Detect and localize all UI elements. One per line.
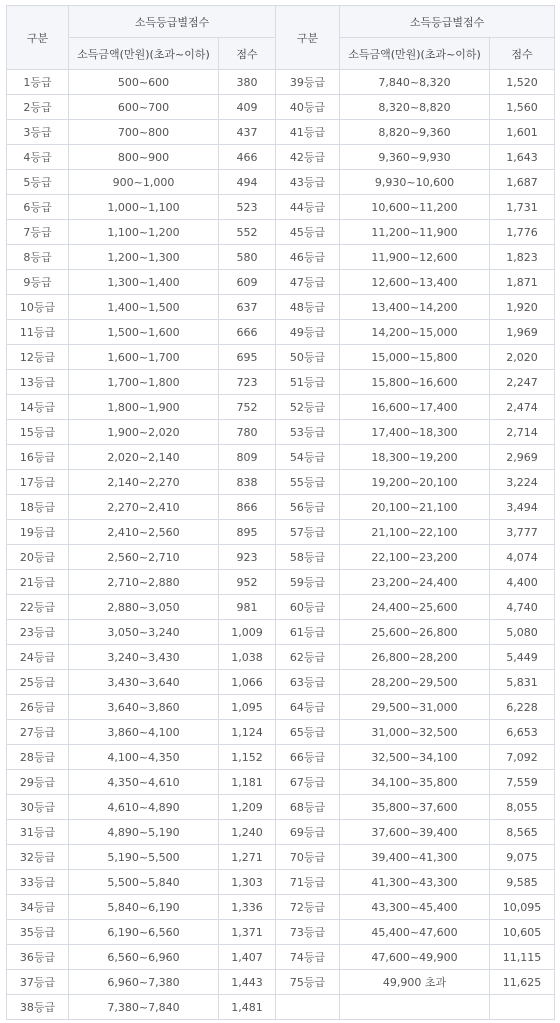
right-score-cell: 6,228: [490, 695, 555, 720]
left-grade-cell: 35등급: [7, 920, 69, 945]
right-amount-cell: 12,600~13,400: [340, 270, 490, 295]
left-amount-cell: 1,700~1,800: [69, 370, 219, 395]
right-score-cell: 2,020: [490, 345, 555, 370]
left-score-cell: 1,407: [219, 945, 276, 970]
left-score-cell: 981: [219, 595, 276, 620]
amount-header-right: 소득금액(만원)(초과~이하): [340, 38, 490, 70]
table-row: [7, 545, 555, 570]
left-score-cell: 838: [219, 470, 276, 495]
right-score-cell: 2,247: [490, 370, 555, 395]
right-score-cell: 1,601: [490, 120, 555, 145]
right-score-cell: 5,831: [490, 670, 555, 695]
right-grade-cell: 75등급: [276, 970, 340, 995]
right-grade-cell: 66등급: [276, 745, 340, 770]
left-score-cell: 809: [219, 445, 276, 470]
right-grade-cell: 55등급: [276, 470, 340, 495]
right-score-cell: 9,075: [490, 845, 555, 870]
right-amount-cell: 49,900 초과: [340, 970, 490, 995]
left-amount-cell: 2,880~3,050: [69, 595, 219, 620]
right-score-cell: 4,400: [490, 570, 555, 595]
table-row: [7, 220, 555, 245]
table-row: [7, 695, 555, 720]
right-amount-cell: 9,360~9,930: [340, 145, 490, 170]
left-score-cell: 695: [219, 345, 276, 370]
left-grade-cell: 11등급: [7, 320, 69, 345]
table-row: [7, 195, 555, 220]
left-grade-cell: 19등급: [7, 520, 69, 545]
left-score-cell: 637: [219, 295, 276, 320]
left-amount-cell: 5,500~5,840: [69, 870, 219, 895]
left-grade-cell: 24등급: [7, 645, 69, 670]
right-score-cell: 1,687: [490, 170, 555, 195]
left-score-cell: 723: [219, 370, 276, 395]
left-grade-cell: 5등급: [7, 170, 69, 195]
right-amount-cell: 7,840~8,320: [340, 70, 490, 95]
right-amount-cell: 19,200~20,100: [340, 470, 490, 495]
left-score-cell: 1,181: [219, 770, 276, 795]
left-amount-cell: 1,800~1,900: [69, 395, 219, 420]
table-row: [7, 995, 555, 1020]
table-row: [7, 745, 555, 770]
right-amount-cell: 32,500~34,100: [340, 745, 490, 770]
left-grade-cell: 23등급: [7, 620, 69, 645]
right-amount-cell: 31,000~32,500: [340, 720, 490, 745]
right-grade-cell: 60등급: [276, 595, 340, 620]
left-grade-cell: 20등급: [7, 545, 69, 570]
left-amount-cell: 2,270~2,410: [69, 495, 219, 520]
left-score-cell: 1,481: [219, 995, 276, 1020]
left-grade-cell: 33등급: [7, 870, 69, 895]
table-row: [7, 345, 555, 370]
score-header-right: 점수: [490, 38, 555, 70]
left-score-cell: 780: [219, 420, 276, 445]
left-amount-cell: 1,100~1,200: [69, 220, 219, 245]
right-grade-cell: 48등급: [276, 295, 340, 320]
table-row: [7, 270, 555, 295]
right-grade-cell: 70등급: [276, 845, 340, 870]
left-grade-cell: 10등급: [7, 295, 69, 320]
right-amount-cell: 23,200~24,400: [340, 570, 490, 595]
left-score-cell: 1,095: [219, 695, 276, 720]
left-score-cell: 552: [219, 220, 276, 245]
right-amount-cell: 34,100~35,800: [340, 770, 490, 795]
right-score-cell: 4,740: [490, 595, 555, 620]
right-grade-cell: 68등급: [276, 795, 340, 820]
right-grade-cell: [276, 995, 340, 1020]
right-grade-cell: 49등급: [276, 320, 340, 345]
left-amount-cell: 2,410~2,560: [69, 520, 219, 545]
right-score-cell: 5,449: [490, 645, 555, 670]
right-grade-cell: 63등급: [276, 670, 340, 695]
left-score-cell: 409: [219, 95, 276, 120]
left-score-cell: 895: [219, 520, 276, 545]
right-amount-cell: [340, 995, 490, 1020]
right-score-cell: 4,074: [490, 545, 555, 570]
right-amount-cell: 17,400~18,300: [340, 420, 490, 445]
right-grade-cell: 42등급: [276, 145, 340, 170]
left-grade-cell: 8등급: [7, 245, 69, 270]
right-amount-cell: 47,600~49,900: [340, 945, 490, 970]
left-grade-cell: 37등급: [7, 970, 69, 995]
right-amount-cell: 15,000~15,800: [340, 345, 490, 370]
right-grade-cell: 58등급: [276, 545, 340, 570]
right-score-cell: 11,625: [490, 970, 555, 995]
left-grade-cell: 17등급: [7, 470, 69, 495]
left-score-cell: 666: [219, 320, 276, 345]
right-grade-cell: 50등급: [276, 345, 340, 370]
right-grade-cell: 72등급: [276, 895, 340, 920]
left-amount-cell: 1,200~1,300: [69, 245, 219, 270]
score-header-left: 점수: [219, 38, 276, 70]
table-row: [7, 95, 555, 120]
table-row: [7, 670, 555, 695]
right-score-cell: 7,559: [490, 770, 555, 795]
left-amount-cell: 1,000~1,100: [69, 195, 219, 220]
left-grade-cell: 1등급: [7, 70, 69, 95]
right-amount-cell: 9,930~10,600: [340, 170, 490, 195]
left-amount-cell: 4,890~5,190: [69, 820, 219, 845]
right-grade-cell: 41등급: [276, 120, 340, 145]
right-amount-cell: 11,200~11,900: [340, 220, 490, 245]
left-grade-cell: 38등급: [7, 995, 69, 1020]
table-row: [7, 70, 555, 95]
right-score-cell: 1,823: [490, 245, 555, 270]
right-amount-cell: 10,600~11,200: [340, 195, 490, 220]
group-title-right: 소득등급별점수: [340, 6, 555, 38]
right-grade-cell: 51등급: [276, 370, 340, 395]
left-score-cell: 866: [219, 495, 276, 520]
right-score-cell: [490, 995, 555, 1020]
right-grade-cell: 44등급: [276, 195, 340, 220]
right-grade-cell: 59등급: [276, 570, 340, 595]
right-grade-cell: 39등급: [276, 70, 340, 95]
right-grade-cell: 52등급: [276, 395, 340, 420]
left-score-cell: 1,336: [219, 895, 276, 920]
left-amount-cell: 3,240~3,430: [69, 645, 219, 670]
right-amount-cell: 35,800~37,600: [340, 795, 490, 820]
left-grade-cell: 30등급: [7, 795, 69, 820]
right-amount-cell: 16,600~17,400: [340, 395, 490, 420]
table-row: [7, 520, 555, 545]
left-score-cell: 1,038: [219, 645, 276, 670]
left-grade-cell: 3등급: [7, 120, 69, 145]
left-score-cell: 1,066: [219, 670, 276, 695]
left-score-cell: 1,209: [219, 795, 276, 820]
left-grade-cell: 34등급: [7, 895, 69, 920]
right-amount-cell: 29,500~31,000: [340, 695, 490, 720]
right-score-cell: 5,080: [490, 620, 555, 645]
right-grade-cell: 61등급: [276, 620, 340, 645]
table-row: [7, 570, 555, 595]
left-score-cell: 952: [219, 570, 276, 595]
right-grade-cell: 65등급: [276, 720, 340, 745]
table-row: [7, 845, 555, 870]
left-grade-cell: 27등급: [7, 720, 69, 745]
right-score-cell: 1,776: [490, 220, 555, 245]
category-header-right: 구분: [276, 6, 340, 70]
right-amount-cell: 24,400~25,600: [340, 595, 490, 620]
left-score-cell: 1,271: [219, 845, 276, 870]
table-row: [7, 970, 555, 995]
left-score-cell: 1,443: [219, 970, 276, 995]
left-amount-cell: 4,610~4,890: [69, 795, 219, 820]
income-grade-score-table: [6, 5, 555, 1020]
left-grade-cell: 16등급: [7, 445, 69, 470]
table-row: [7, 420, 555, 445]
left-amount-cell: 5,840~6,190: [69, 895, 219, 920]
left-amount-cell: 1,900~2,020: [69, 420, 219, 445]
left-amount-cell: 3,860~4,100: [69, 720, 219, 745]
right-amount-cell: 39,400~41,300: [340, 845, 490, 870]
left-amount-cell: 800~900: [69, 145, 219, 170]
right-score-cell: 1,520: [490, 70, 555, 95]
table-row: [7, 395, 555, 420]
left-score-cell: 1,371: [219, 920, 276, 945]
right-score-cell: 2,969: [490, 445, 555, 470]
right-amount-cell: 8,320~8,820: [340, 95, 490, 120]
right-grade-cell: 74등급: [276, 945, 340, 970]
right-amount-cell: 20,100~21,100: [340, 495, 490, 520]
left-grade-cell: 7등급: [7, 220, 69, 245]
right-grade-cell: 73등급: [276, 920, 340, 945]
right-score-cell: 1,969: [490, 320, 555, 345]
left-score-cell: 609: [219, 270, 276, 295]
left-score-cell: 1,240: [219, 820, 276, 845]
right-grade-cell: 57등급: [276, 520, 340, 545]
left-amount-cell: 1,400~1,500: [69, 295, 219, 320]
right-grade-cell: 47등급: [276, 270, 340, 295]
table-row: [7, 795, 555, 820]
left-amount-cell: 6,190~6,560: [69, 920, 219, 945]
left-score-cell: 437: [219, 120, 276, 145]
right-amount-cell: 18,300~19,200: [340, 445, 490, 470]
right-amount-cell: 13,400~14,200: [340, 295, 490, 320]
left-score-cell: 752: [219, 395, 276, 420]
table-row: [7, 445, 555, 470]
left-grade-cell: 18등급: [7, 495, 69, 520]
right-score-cell: 9,585: [490, 870, 555, 895]
table-row: [7, 595, 555, 620]
table-row: [7, 470, 555, 495]
group-title-left: 소득등급별점수: [69, 6, 276, 38]
right-grade-cell: 54등급: [276, 445, 340, 470]
right-grade-cell: 43등급: [276, 170, 340, 195]
left-amount-cell: 6,560~6,960: [69, 945, 219, 970]
left-grade-cell: 29등급: [7, 770, 69, 795]
table-row: [7, 495, 555, 520]
left-grade-cell: 13등급: [7, 370, 69, 395]
left-amount-cell: 600~700: [69, 95, 219, 120]
right-grade-cell: 67등급: [276, 770, 340, 795]
left-grade-cell: 4등급: [7, 145, 69, 170]
right-grade-cell: 53등급: [276, 420, 340, 445]
right-grade-cell: 62등급: [276, 645, 340, 670]
right-score-cell: 8,055: [490, 795, 555, 820]
right-score-cell: 1,920: [490, 295, 555, 320]
left-grade-cell: 31등급: [7, 820, 69, 845]
table-row: [7, 620, 555, 645]
left-score-cell: 380: [219, 70, 276, 95]
right-score-cell: 10,095: [490, 895, 555, 920]
left-grade-cell: 12등급: [7, 345, 69, 370]
left-grade-cell: 36등급: [7, 945, 69, 970]
left-score-cell: 1,303: [219, 870, 276, 895]
left-amount-cell: 1,600~1,700: [69, 345, 219, 370]
table-row: [7, 895, 555, 920]
left-amount-cell: 2,020~2,140: [69, 445, 219, 470]
right-amount-cell: 8,820~9,360: [340, 120, 490, 145]
table-row: [7, 645, 555, 670]
left-amount-cell: 3,430~3,640: [69, 670, 219, 695]
left-grade-cell: 6등급: [7, 195, 69, 220]
right-grade-cell: 71등급: [276, 870, 340, 895]
table-row: [7, 820, 555, 845]
left-score-cell: 580: [219, 245, 276, 270]
left-amount-cell: 3,640~3,860: [69, 695, 219, 720]
right-amount-cell: 11,900~12,600: [340, 245, 490, 270]
left-amount-cell: 5,190~5,500: [69, 845, 219, 870]
right-grade-cell: 64등급: [276, 695, 340, 720]
right-amount-cell: 28,200~29,500: [340, 670, 490, 695]
table-row: [7, 870, 555, 895]
right-score-cell: 6,653: [490, 720, 555, 745]
left-grade-cell: 26등급: [7, 695, 69, 720]
left-score-cell: 1,124: [219, 720, 276, 745]
left-score-cell: 923: [219, 545, 276, 570]
right-grade-cell: 69등급: [276, 820, 340, 845]
left-amount-cell: 4,350~4,610: [69, 770, 219, 795]
right-score-cell: 2,714: [490, 420, 555, 445]
left-grade-cell: 22등급: [7, 595, 69, 620]
left-amount-cell: 900~1,000: [69, 170, 219, 195]
table-row: [7, 320, 555, 345]
left-score-cell: 494: [219, 170, 276, 195]
left-amount-cell: 2,140~2,270: [69, 470, 219, 495]
right-amount-cell: 21,100~22,100: [340, 520, 490, 545]
table-row: [7, 295, 555, 320]
left-amount-cell: 500~600: [69, 70, 219, 95]
left-grade-cell: 28등급: [7, 745, 69, 770]
right-amount-cell: 37,600~39,400: [340, 820, 490, 845]
left-grade-cell: 32등급: [7, 845, 69, 870]
category-header-left: 구분: [7, 6, 69, 70]
table-row: [7, 370, 555, 395]
right-score-cell: 3,777: [490, 520, 555, 545]
left-score-cell: 523: [219, 195, 276, 220]
right-score-cell: 3,494: [490, 495, 555, 520]
right-score-cell: 3,224: [490, 470, 555, 495]
right-score-cell: 10,605: [490, 920, 555, 945]
left-grade-cell: 2등급: [7, 95, 69, 120]
right-score-cell: 1,871: [490, 270, 555, 295]
right-grade-cell: 46등급: [276, 245, 340, 270]
right-score-cell: 8,565: [490, 820, 555, 845]
left-grade-cell: 14등급: [7, 395, 69, 420]
right-amount-cell: 43,300~45,400: [340, 895, 490, 920]
table-row: [7, 770, 555, 795]
left-score-cell: 1,152: [219, 745, 276, 770]
left-score-cell: 1,009: [219, 620, 276, 645]
left-grade-cell: 25등급: [7, 670, 69, 695]
right-amount-cell: 14,200~15,000: [340, 320, 490, 345]
right-amount-cell: 22,100~23,200: [340, 545, 490, 570]
left-amount-cell: 1,500~1,600: [69, 320, 219, 345]
right-amount-cell: 41,300~43,300: [340, 870, 490, 895]
right-score-cell: 1,560: [490, 95, 555, 120]
amount-header-left: 소득금액(만원)(초과~이하): [69, 38, 219, 70]
left-amount-cell: 1,300~1,400: [69, 270, 219, 295]
right-score-cell: 1,731: [490, 195, 555, 220]
left-grade-cell: 21등급: [7, 570, 69, 595]
right-score-cell: 1,643: [490, 145, 555, 170]
left-amount-cell: 6,960~7,380: [69, 970, 219, 995]
left-amount-cell: 700~800: [69, 120, 219, 145]
table-row: [7, 120, 555, 145]
right-amount-cell: 45,400~47,600: [340, 920, 490, 945]
table-row: [7, 245, 555, 270]
left-amount-cell: 2,710~2,880: [69, 570, 219, 595]
right-grade-cell: 45등급: [276, 220, 340, 245]
right-grade-cell: 56등급: [276, 495, 340, 520]
left-score-cell: 466: [219, 145, 276, 170]
table-row: [7, 145, 555, 170]
right-amount-cell: 25,600~26,800: [340, 620, 490, 645]
right-amount-cell: 15,800~16,600: [340, 370, 490, 395]
right-grade-cell: 40등급: [276, 95, 340, 120]
table-row: [7, 945, 555, 970]
left-amount-cell: 7,380~7,840: [69, 995, 219, 1020]
left-amount-cell: 2,560~2,710: [69, 545, 219, 570]
table-row: [7, 720, 555, 745]
right-score-cell: 7,092: [490, 745, 555, 770]
left-amount-cell: 4,100~4,350: [69, 745, 219, 770]
left-grade-cell: 15등급: [7, 420, 69, 445]
left-amount-cell: 3,050~3,240: [69, 620, 219, 645]
right-score-cell: 11,115: [490, 945, 555, 970]
right-amount-cell: 26,800~28,200: [340, 645, 490, 670]
left-grade-cell: 9등급: [7, 270, 69, 295]
table-row: [7, 170, 555, 195]
right-score-cell: 2,474: [490, 395, 555, 420]
table-row: [7, 920, 555, 945]
table-body: [7, 70, 555, 1020]
